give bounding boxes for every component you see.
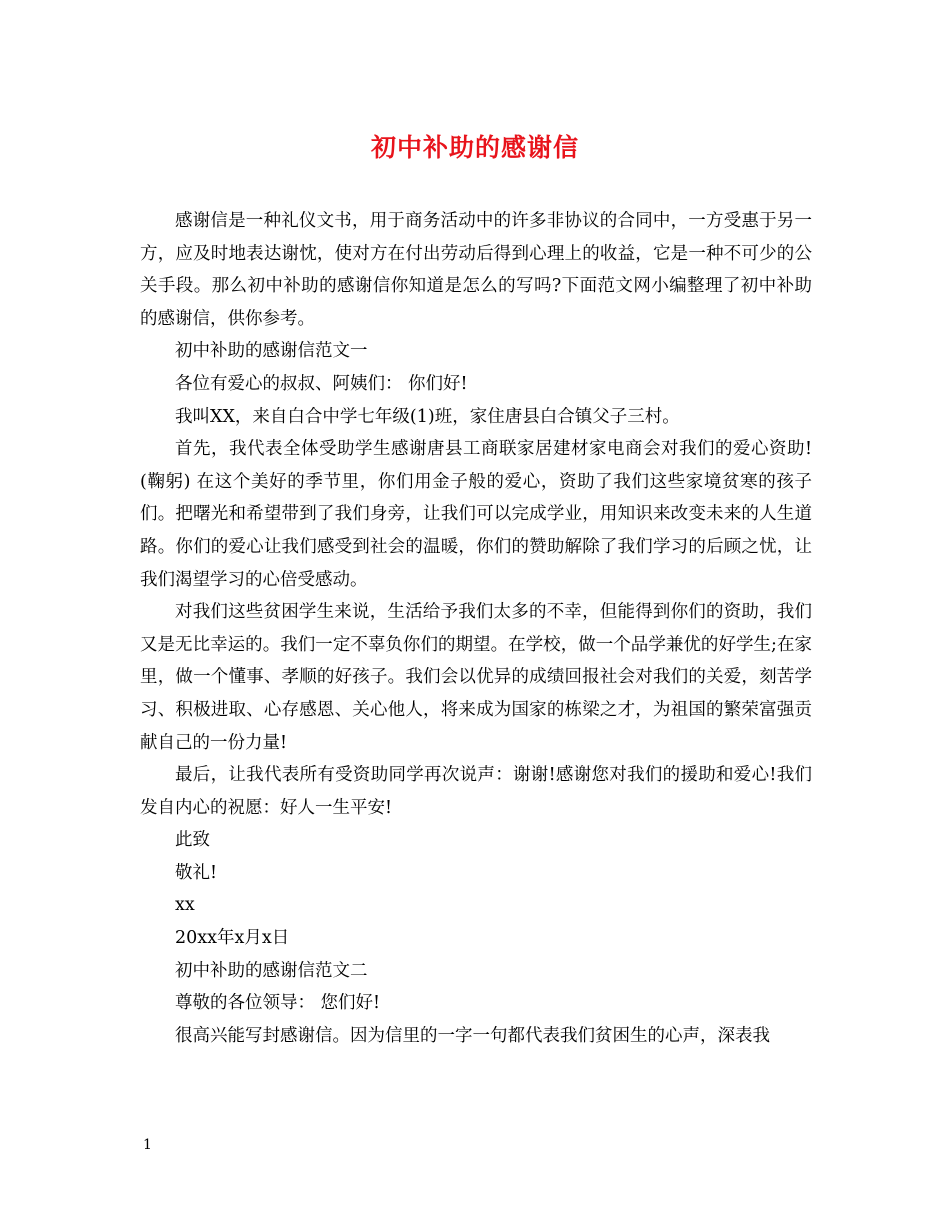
document-title: 初中补助的感谢信 — [370, 133, 579, 162]
self-introduction-paragraph: 我叫XX，来自白合中学七年级(1)班，家住唐县白合镇父子三村。 — [175, 406, 680, 427]
closing-jing-li: 敬礼! — [175, 862, 218, 883]
document-body — [140, 205, 812, 1052]
closing-ci-zhi: 此致 — [175, 830, 210, 851]
commitment-paragraph: 对我们这些贫困学生来说，生活给予我们太多的不幸，但能得到你们的资助，我们又是无比幸运的。我们一定不辜负你们的期望。在学校，做一个品学兼优的好学生;在家里，做一个懂事、孝顺的好孩子。我们会以优异的成绩回报社会对我们的关爱，刻苦学习、积极进取、心存感恩、关心他人，将来成为国家的栋梁之才，为祖国的繁荣富强贡献自己的一份力量! — [140, 602, 812, 753]
page-number: 1 — [143, 1137, 152, 1153]
signature-date: 20xx年x月x日 — [175, 928, 290, 949]
second-letter-opening: 很高兴能写封感谢信。因为信里的一字一句都代表我们贫困生的心声，深表我 — [175, 1025, 770, 1046]
salutation-line: 各位有爱心的叔叔、阿姨们： 你们好! — [175, 373, 468, 394]
second-salutation-line: 尊敬的各位领导： 您们好! — [175, 993, 381, 1014]
thanks-paragraph: 首先，我代表全体受助学生感谢唐县工商联家居建材家电商会对我们的爱心资助!(鞠躬) 在这个美好的季节里，你们用金子般的爱心，资助了我们这些家境贫寒的孩子们。把曙光和希望带到了我们身旁，让我们可以完成学业，用知识来改变未来的人生道路。你们的爱心让我们感受到社会的温暖，你们的赞助解除了我们学习的后顾之忧，让我们渴望学习的心倍受感动。 — [140, 439, 812, 590]
intro-paragraph: 感谢信是一种礼仪文书，用于商务活动中的许多非协议的合同中，一方受惠于另一方，应及时地表达谢忱，使对方在付出劳动后得到心理上的收益，它是一种不可少的公关手段。那么初中补助的感谢信你知道是怎么的写吗?下面范文网小编整理了初中补助的感谢信，供你参考。 — [140, 211, 812, 329]
sample-one-heading: 初中补助的感谢信范文一 — [175, 341, 368, 362]
signature-name: xx — [175, 895, 195, 916]
closing-paragraph: 最后，让我代表所有受资助同学再次说声：谢谢!感谢您对我们的援助和爱心!我们发自内心的祝愿：好人一生平安! — [140, 765, 812, 818]
sample-two-heading: 初中补助的感谢信范文二 — [175, 960, 368, 981]
